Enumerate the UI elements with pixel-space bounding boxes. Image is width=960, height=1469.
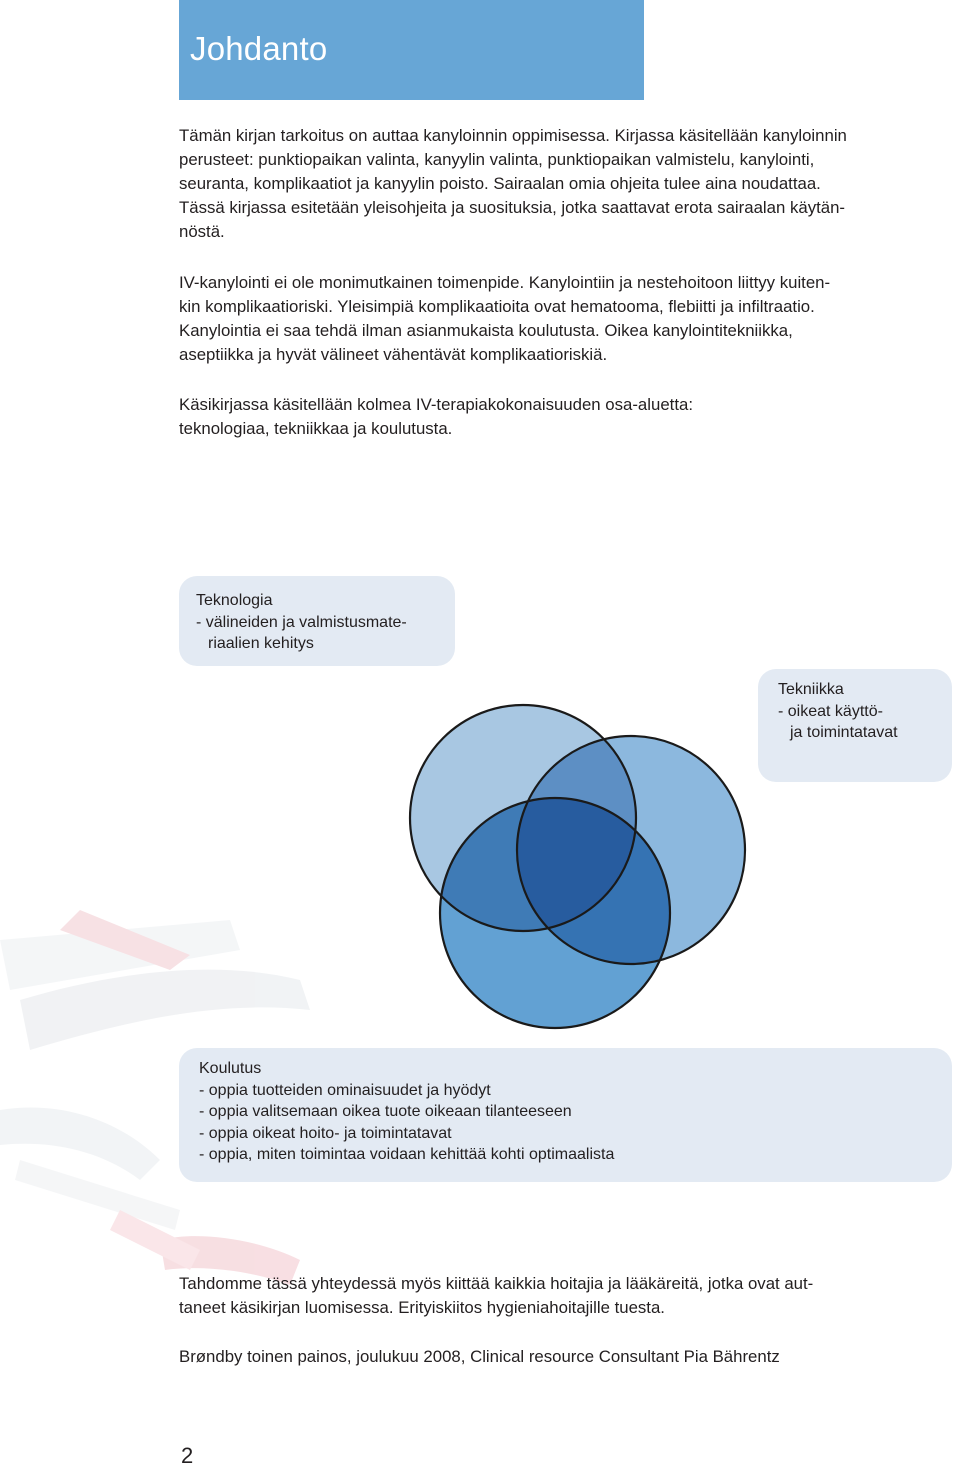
text-line: aseptiikka ja hyvät välineet vähentävät komplikaatioriskiä. xyxy=(179,345,608,364)
box-line: - oppia tuotteiden ominaisuudet ja hyödyt xyxy=(199,1081,491,1099)
box-line: - oikeat käyttö- xyxy=(778,702,883,720)
box-line: riaalien kehitys xyxy=(208,635,314,652)
text-line: kin komplikaatioriski. Yleisimpiä komplikaatioita ovat hematooma, flebiitti ja infiltraatio. xyxy=(179,297,815,316)
title-bar xyxy=(179,0,644,100)
box-line: - välineiden ja valmistusmate- xyxy=(196,613,407,631)
text-line: Tahdomme tässä yhteydessä myös kiittää kaikkia hoitajia ja lääkäreitä, jotka ovat aut- xyxy=(179,1274,814,1293)
intro-paragraph-2 xyxy=(179,271,951,367)
text-line: teknologiaa, tekniikkaa ja koulutusta. xyxy=(179,419,453,438)
box-heading: Tekniikka xyxy=(778,681,844,698)
acknowledgement-paragraph xyxy=(179,1272,951,1320)
venn-diagram xyxy=(400,685,750,1045)
edition-note xyxy=(179,1345,951,1369)
tekniikka-box xyxy=(758,669,952,782)
box-line: - oppia valitsemaan oikea tuote oikeaan tilanteeseen xyxy=(199,1103,572,1120)
text-line: nöstä. xyxy=(179,222,225,241)
text-line: Tässä kirjassa esitetään yleisohjeita ja suosituksia, jotka saattavat erota sairaalan käytän- xyxy=(179,198,845,217)
text-line: taneet käsikirjan luomisessa. Erityiskiitos hygieniahoitajille tuesta. xyxy=(179,1298,665,1317)
page-title: Johdanto xyxy=(190,30,328,67)
box-line: - oppia, miten toimintaa voidaan kehittää kohti optimaalista xyxy=(199,1146,615,1163)
text-line: Käsikirjassa käsitellään kolmea IV-terapiakokonaisuuden osa-aluetta: xyxy=(179,395,693,414)
box-line: ja toimintatavat xyxy=(790,724,898,741)
text-line: seuranta, komplikaatiot ja kanyylin poisto. Sairaalan omia ohjeita tulee aina noudattaa. xyxy=(179,174,821,193)
text-line: perusteet: punktiopaikan valinta, kanyylin valinta, punktiopaikan valmistelu, kanylointi, xyxy=(179,150,815,169)
box-line: - oppia oikeat hoito- ja toimintatavat xyxy=(199,1124,452,1142)
box-heading: Koulutus xyxy=(199,1060,262,1077)
intro-paragraph-1 xyxy=(179,124,951,244)
box-heading: Teknologia xyxy=(196,592,273,609)
text-line: Kanylointia ei saa tehdä ilman asianmukaista koulutusta. Oikea kanylointitekniikka, xyxy=(179,321,793,340)
teknologia-box xyxy=(179,576,455,666)
text-line: IV-kanylointi ei ole monimutkainen toimenpide. Kanylointiin ja nestehoitoon liittyy kuiten- xyxy=(179,273,831,292)
text-line: Tämän kirjan tarkoitus on auttaa kanyloinnin oppimisessa. Kirjassa käsitellään kanyloinnin xyxy=(179,126,847,145)
text-line: Brøndby toinen painos, joulukuu 2008, Clinical resource Consultant Pia Bährentz xyxy=(179,1347,780,1366)
page-number: 2 xyxy=(181,1443,194,1468)
intro-paragraph-3 xyxy=(179,393,951,441)
koulutus-box xyxy=(179,1048,952,1182)
